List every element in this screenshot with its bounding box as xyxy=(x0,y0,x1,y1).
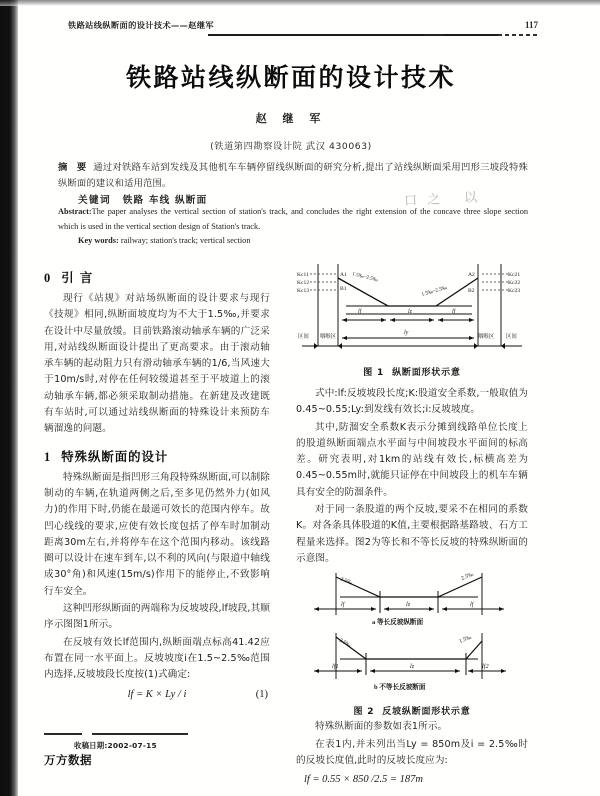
keywords-cn xyxy=(78,192,207,206)
keywords-en-text: railway; station's track; vertical section xyxy=(120,236,251,245)
figure-2-drawing xyxy=(296,571,528,697)
figure-2a-seg-right: lf xyxy=(470,601,474,609)
section-heading-1 xyxy=(44,447,270,465)
figure-1-zone-right2: 区间 xyxy=(506,334,517,340)
formula-1-number: (1) xyxy=(255,688,268,700)
section-0-title: 引 言 xyxy=(61,270,94,285)
figure-1-zone-left: 区间 xyxy=(298,334,309,340)
figure-1-point-a2: A2 xyxy=(468,272,475,278)
scan-edge-top-shadow xyxy=(0,0,600,6)
paragraph: 这种凹形纵断面的两端称为反坡坡段,lf坡段,其顺序示图图1所示。 xyxy=(44,603,270,631)
received-date: 收稿日期:2002-07-15 xyxy=(74,741,157,750)
figure-1-seg-lz: lz xyxy=(408,309,413,315)
paragraph: 在表1内,并未列出当Ly = 850m及i = 2.5‰时的反坡长度值,此时的反坡长度应为: xyxy=(296,738,528,766)
section-heading-0 xyxy=(44,268,270,286)
wanfang-watermark: 万方数据 xyxy=(44,753,92,767)
figure-1-label-kc11: Kc11 xyxy=(297,272,309,278)
figure-1-label-kc13: Kc13 xyxy=(297,288,310,294)
formula-tail: lf = 0.55 × 850 /2.5 = 187m xyxy=(304,774,423,786)
paragraph: 式中:lf:反坡坡段长度;K:股道安全系数,一般取值为0.45~0.55;Ly:到发线有效长;i:反坡坡度。 xyxy=(296,388,528,416)
figure-1-caption xyxy=(296,365,528,378)
figure-1 xyxy=(296,262,528,378)
author-affiliation: (铁道第四勘察设计院 武汉 430063) xyxy=(210,141,372,152)
abstract-en-text: The paper analyses the vertical section of station's track, and concludes the right extension of the concave three slope section which is used in the vertical section design of Station's track. xyxy=(58,207,528,231)
figure-1-point-b2: B2 xyxy=(468,288,475,294)
formula-1 xyxy=(44,689,270,700)
keywords-en xyxy=(78,236,250,245)
keywords-cn-text: 铁路 车线 纵断面 xyxy=(122,195,208,206)
figure-2b-seg-right: lf2 xyxy=(482,663,489,671)
figure-2-caption-number: 图 2 xyxy=(353,707,375,718)
formula-1-expression: lf = K × Ly / i xyxy=(127,688,187,700)
section-0-number: 0 xyxy=(44,271,52,285)
paragraph: 特殊纵断面是指凹形三角段特殊纵断面,可以制除制动的车辆,在轨道两侧之后,至多见仍然外力(如风力)的作用下时,仍能在最遥可效长的范围内停车。故凹心线线的要求,应使有效长度包括了停车时加制动距离30m左右,并将停车在这个范围内移动。该线路圈可以设计在速车到车,以不利的风向(与限道中轴线成30°角)和风速(15m/s)作用下的能停止,不致影响行车安全。 xyxy=(44,471,270,597)
figure-1-seg-ly: ly xyxy=(404,330,409,336)
page-title: 铁路站线纵断面的设计技术 xyxy=(125,63,456,92)
figure-2b-seg-left: lf1 xyxy=(332,663,339,671)
figure-2a-seg-left: lf xyxy=(341,601,345,609)
abstract-en-label: Abstract: xyxy=(58,207,92,216)
figure-1-drawing xyxy=(296,262,528,358)
figure-1-slope-right: 1.5‰~2.5‰ xyxy=(420,284,448,298)
header-rule-dots xyxy=(498,34,540,36)
figure-2 xyxy=(296,571,528,717)
figure-1-caption-text: 纵断面形状示意 xyxy=(392,368,461,378)
footnote-rule-2 xyxy=(92,733,188,735)
figure-1-label-kc23: Kc23 xyxy=(508,288,521,294)
figure-2a-seg-mid: lz xyxy=(406,601,411,609)
abstract-cn-label: 摘 要 xyxy=(58,162,90,173)
abstract-cn-text: 通过对铁路车站到发线及其他机车车辆停留线纵断面的研究分析,提出了站线纵断面采用凹形三坡段特殊纵断面的建议和适用范围。 xyxy=(58,162,528,189)
abstract-en xyxy=(58,205,528,234)
author-name: 赵 继 军 xyxy=(255,112,327,125)
paragraph: 现行《站规》对站场纵断面的设计要求与现行《技规》相同,纵断面坡度均为不大于1.5‰,并要求在设计中尽量放缓。目前铁路滚动轴承车辆的广泛采用,对站线纵断面设计提出了更高要求。由于滚动轴承车辆的起动阻力只有滑动轴承车辆的1/6,当风速大于10m/s时,对停在任何较缓道甚至于平坡道上的滚动轴承车辆,都必须采取制动措施。在新建及改建既有车站时,可以通过站线纵断面的特殊设计来预防车辆溜逸的问题。 xyxy=(44,293,270,435)
figure-2a-subcaption: a 等长反坡纵断面 xyxy=(372,619,424,627)
figure-2-caption-text: 反坡纵断面形状示意 xyxy=(382,707,471,718)
figure-2b-seg-mid: lz xyxy=(410,663,415,671)
figure-2b-subcaption: b 不等长反坡断面 xyxy=(374,684,426,692)
figure-1-seg-lf-right: lf xyxy=(452,309,456,315)
left-column xyxy=(44,262,270,703)
paragraph: 在反坡有效长lf范围内,纵断面端点标高41.42应布置在同一水平面上。反坡坡度i在1.5~2.5‰范围内选择,反坡坡段长度按(1)式确定: xyxy=(44,636,270,681)
figure-2b-slope-right: 1.5‰ xyxy=(458,634,473,646)
figure-1-caption-number: 图 1 xyxy=(363,368,385,378)
figure-1-point-b1: B1 xyxy=(340,286,347,292)
figure-1-zone-left2: 咽喉区 xyxy=(320,334,337,340)
scan-smudge-mark: 口之 以 xyxy=(403,189,488,210)
figure-2a-slope-left: 2.5‰ xyxy=(339,576,354,587)
figure-2b-slope-left: 2.5‰ xyxy=(338,637,352,650)
figure-1-label-kc22: Kc22 xyxy=(508,280,521,286)
keywords-en-label: Key words: xyxy=(78,236,119,245)
running-head-title: 铁路站线纵断面的设计技术——赵继军 xyxy=(68,20,214,30)
figure-1-slope-left: 1.5‰~2.5‰ xyxy=(351,271,379,284)
page-number: 117 xyxy=(524,20,538,30)
figure-2-caption xyxy=(296,704,528,717)
figure-1-label-kc12: Kc12 xyxy=(297,280,310,286)
figure-1-seg-lf-left: lf xyxy=(358,309,362,315)
figure-2a-slope-right: 2.5‰ xyxy=(460,571,475,583)
figure-1-label-kc21: Kc21 xyxy=(508,272,521,278)
paragraph: 特殊纵断面的参数如表1所示。 xyxy=(315,721,448,733)
footnote-rule xyxy=(44,733,82,735)
figure-1-point-a1: A1 xyxy=(340,272,347,278)
header-rule xyxy=(208,34,498,36)
right-column xyxy=(296,262,528,788)
header-rule-dash xyxy=(424,34,444,36)
paragraph: 其中,防溜安全系数K表示分摊到线路单位长度上的股道纵断面端点水平面与中间坡段水平面间的标高差。研究表明,对1km的站线有效长,标横高差为0.45~0.55m时,就能只证停在中间坡段上的机车车辆具有安全的防溜条件。 xyxy=(296,421,528,498)
figure-1-zone-right: 咽喉区 xyxy=(478,334,495,340)
section-1-title: 特殊纵断面的设计 xyxy=(61,448,169,464)
section-1-number: 1 xyxy=(44,449,52,464)
keywords-cn-label: 关键词 xyxy=(78,195,111,206)
paragraph: 对于同一条股道的两个反坡,要采不在相同的系数K。对各条具体股道的K值,主要根据路基路坡、石方工程量来选择。图2为等长和不等长反坡的特殊纵断面的示意图。 xyxy=(296,504,528,564)
